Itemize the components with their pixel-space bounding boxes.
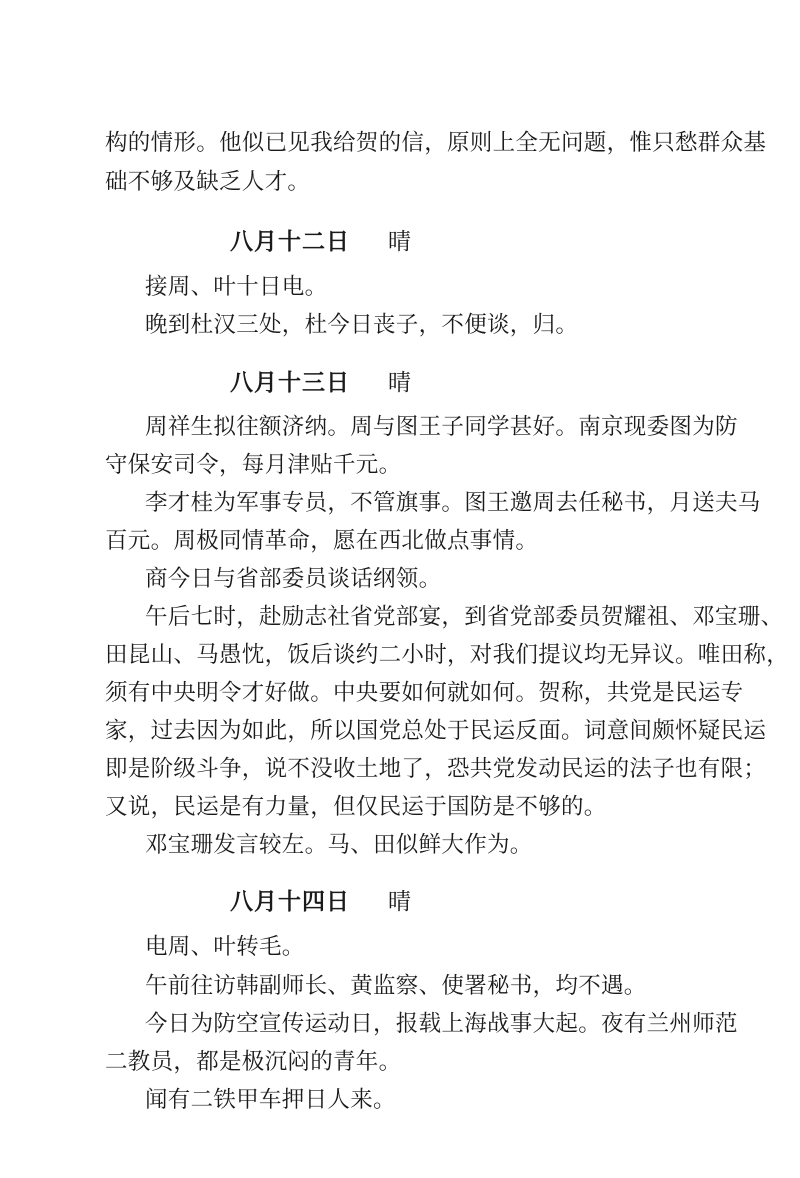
text-line: 又说，民运是有力量，但仅民运于国防是不够的。 [105, 794, 607, 820]
diary-date: 八月十四日 [230, 889, 350, 915]
diary-date-heading [230, 367, 412, 399]
text-line: 守保安司令，每月津贴千元。 [105, 452, 402, 478]
text-line: 家，过去因为如此，所以国党总处于民运反面。词意间颇怀疑民运 [105, 718, 767, 744]
diary-date: 八月十二日 [230, 229, 350, 255]
diary-date-heading [230, 886, 412, 918]
text-line: 李才桂为军事专员，不管旗事。图王邀周去任秘书，月送夫马 [145, 490, 761, 516]
text-line: 午前往访韩副师长、黄监察、使署秘书，均不遇。 [145, 973, 647, 999]
diary-date-heading [230, 226, 412, 258]
text-line: 须有中央明令才好做。中央要如何就如何。贺称，共党是民运专 [105, 680, 744, 706]
diary-weather: 晴 [388, 370, 412, 396]
diary-weather: 晴 [388, 889, 412, 915]
text-line: 础不够及缺乏人才。 [105, 169, 311, 195]
text-line: 百元。周极同情革命，愿在西北做点事情。 [105, 528, 539, 554]
text-line: 今日为防空宣传运动日，报载上海战事大起。夜有兰州师范 [145, 1011, 738, 1037]
text-line: 即是阶级斗争，说不没收土地了，恐共党发动民运的法子也有限； [105, 756, 767, 782]
diary-date: 八月十三日 [230, 370, 350, 396]
text-line: 邓宝珊发言较左。马、田似鲜大作为。 [145, 832, 533, 858]
diary-weather: 晴 [388, 229, 412, 255]
text-line: 田昆山、马愚忱，饭后谈约二小时，对我们提议均无异议。唯田称， [105, 642, 790, 668]
text-line: 构的情形。他似已见我给贺的信，原则上全无问题，惟只愁群众基 [105, 130, 767, 156]
text-line: 闻有二铁甲车押日人来。 [145, 1087, 396, 1113]
text-line: 商今日与省部委员谈话纲领。 [145, 566, 442, 592]
text-line: 周祥生拟往额济纳。周与图王子同学甚好。南京现委图为防 [145, 414, 738, 440]
text-line: 接周、叶十日电。 [145, 274, 328, 300]
text-line: 午后七时，赴励志社省党部宴，到省党部委员贺耀祖、邓宝珊、 [145, 604, 784, 630]
text-line: 晚到杜汉三处，杜今日丧子，不便谈，归。 [145, 312, 579, 338]
text-line: 电周、叶转毛。 [145, 934, 305, 960]
text-line: 二教员，都是极沉闷的青年。 [105, 1049, 402, 1075]
